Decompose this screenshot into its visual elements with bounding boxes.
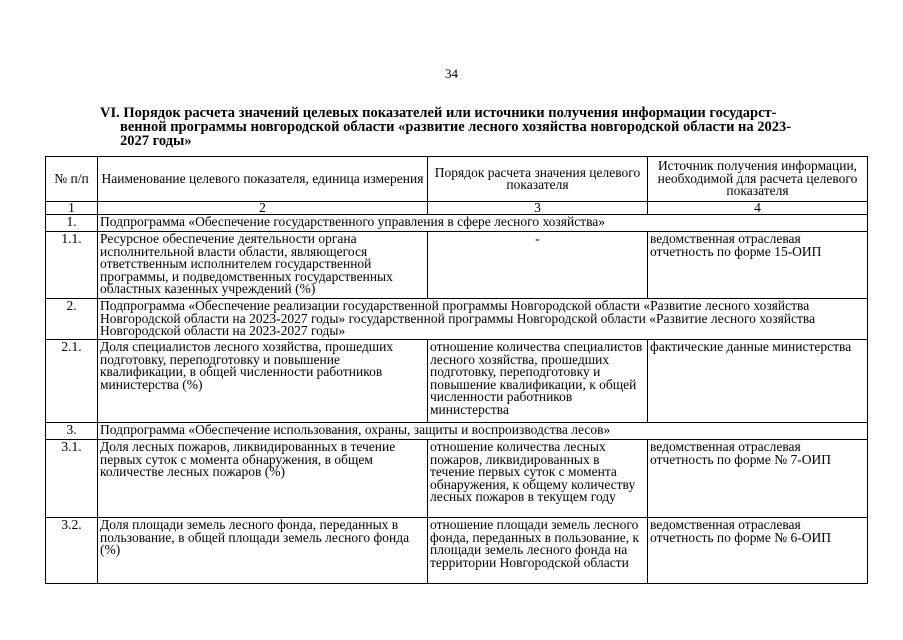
document-title	[100, 106, 830, 148]
section-title: Подпрограмма «Обеспечение реализации государственной программы Новгородской области «Развитие лесного хозяйства Новгородской области на 2023-2027 годы» государственной программы Новгородской области «Развитие лесного хозяйства Новгородской области на 2023-2027 годы»	[98, 299, 868, 340]
calculation-method: отношение количества лесных пожаров, ликвидированных в течение первых суток с момента обнаружения, к общему количеству лесных пожаров в текущем году	[428, 440, 648, 518]
indicator-name: Доля лесных пожаров, ликвидированных в течение первых суток с момента обнаружения, в общем количестве лесных пожаров (%)	[98, 440, 428, 518]
column-number: 4	[648, 202, 868, 215]
section-row	[46, 215, 868, 232]
table-row	[46, 440, 868, 518]
information-source: фактические данные министерства	[648, 340, 868, 423]
page-number: 34	[445, 66, 458, 81]
header-num: № п/п	[46, 157, 98, 202]
indicators-table	[45, 156, 868, 584]
column-number: 3	[428, 202, 648, 215]
information-source: ведомственная отраслевая отчетность по форме 15-ОИП	[648, 232, 868, 299]
row-number: 3.	[46, 423, 98, 440]
calculation-method: отношение площади земель лесного фонда, переданных в пользование, к площади земель лесного фонда на территории Новгородской области	[428, 518, 648, 584]
indicator-name: Доля площади земель лесного фонда, переданных в пользование, в общей площади земель лесного фонда (%)	[98, 518, 428, 584]
indicator-name: Доля специалистов лесного хозяйства, прошедших подготовку, переподготовку и повышение квалификации, в общей численности работников министерства (%)	[98, 340, 428, 423]
title-line-2: венной программы новгородской области «развитие лесного хозяйства новгородской области на 2023-	[120, 119, 792, 135]
row-number: 3.1.	[46, 440, 98, 518]
header-method: Порядок расчета значения целевого показателя	[428, 157, 648, 202]
row-number: 1.	[46, 215, 98, 232]
information-source: ведомственная отраслевая отчетность по форме № 7-ОИП	[648, 440, 868, 518]
row-number: 2.1.	[46, 340, 98, 423]
section-row	[46, 423, 868, 440]
section-title: Подпрограмма «Обеспечение государственного управления в сфере лесного хозяйства»	[98, 215, 868, 232]
column-numbers-row	[46, 202, 868, 215]
header-name: Наименование целевого показателя, единица измерения	[98, 157, 428, 202]
column-number: 1	[46, 202, 98, 215]
calculation-method: -	[428, 232, 648, 299]
row-number: 1.1.	[46, 232, 98, 299]
column-number: 2	[98, 202, 428, 215]
title-line-1: VI. Порядок расчета значений целевых показателей или источники получения информации государст-	[100, 105, 777, 121]
table-row	[46, 518, 868, 584]
calculation-method: отношение количества специалистов лесного хозяйства, прошедших подготовку, переподготовку и повышение квалификации, к общей численности работников министерства	[428, 340, 648, 423]
title-line-3: 2027 годы»	[120, 133, 192, 149]
section-row	[46, 299, 868, 340]
header-source: Источник получения информации, необходимой для расчета целевого показателя	[648, 157, 868, 202]
indicator-name: Ресурсное обеспечение деятельности органа исполнительной власти области, являющегося ответственным исполнителем государственной программы, и подведомственных государственных областных казенных учреждений (%)	[98, 232, 428, 299]
table-row	[46, 232, 868, 299]
table-header-row	[46, 157, 868, 202]
information-source: ведомственная отраслевая отчетность по форме № 6-ОИП	[648, 518, 868, 584]
section-title: Подпрограмма «Обеспечение использования, охраны, защиты и воспроизводства лесов»	[98, 423, 868, 440]
row-number: 2.	[46, 299, 98, 340]
row-number: 3.2.	[46, 518, 98, 584]
table-row	[46, 340, 868, 423]
